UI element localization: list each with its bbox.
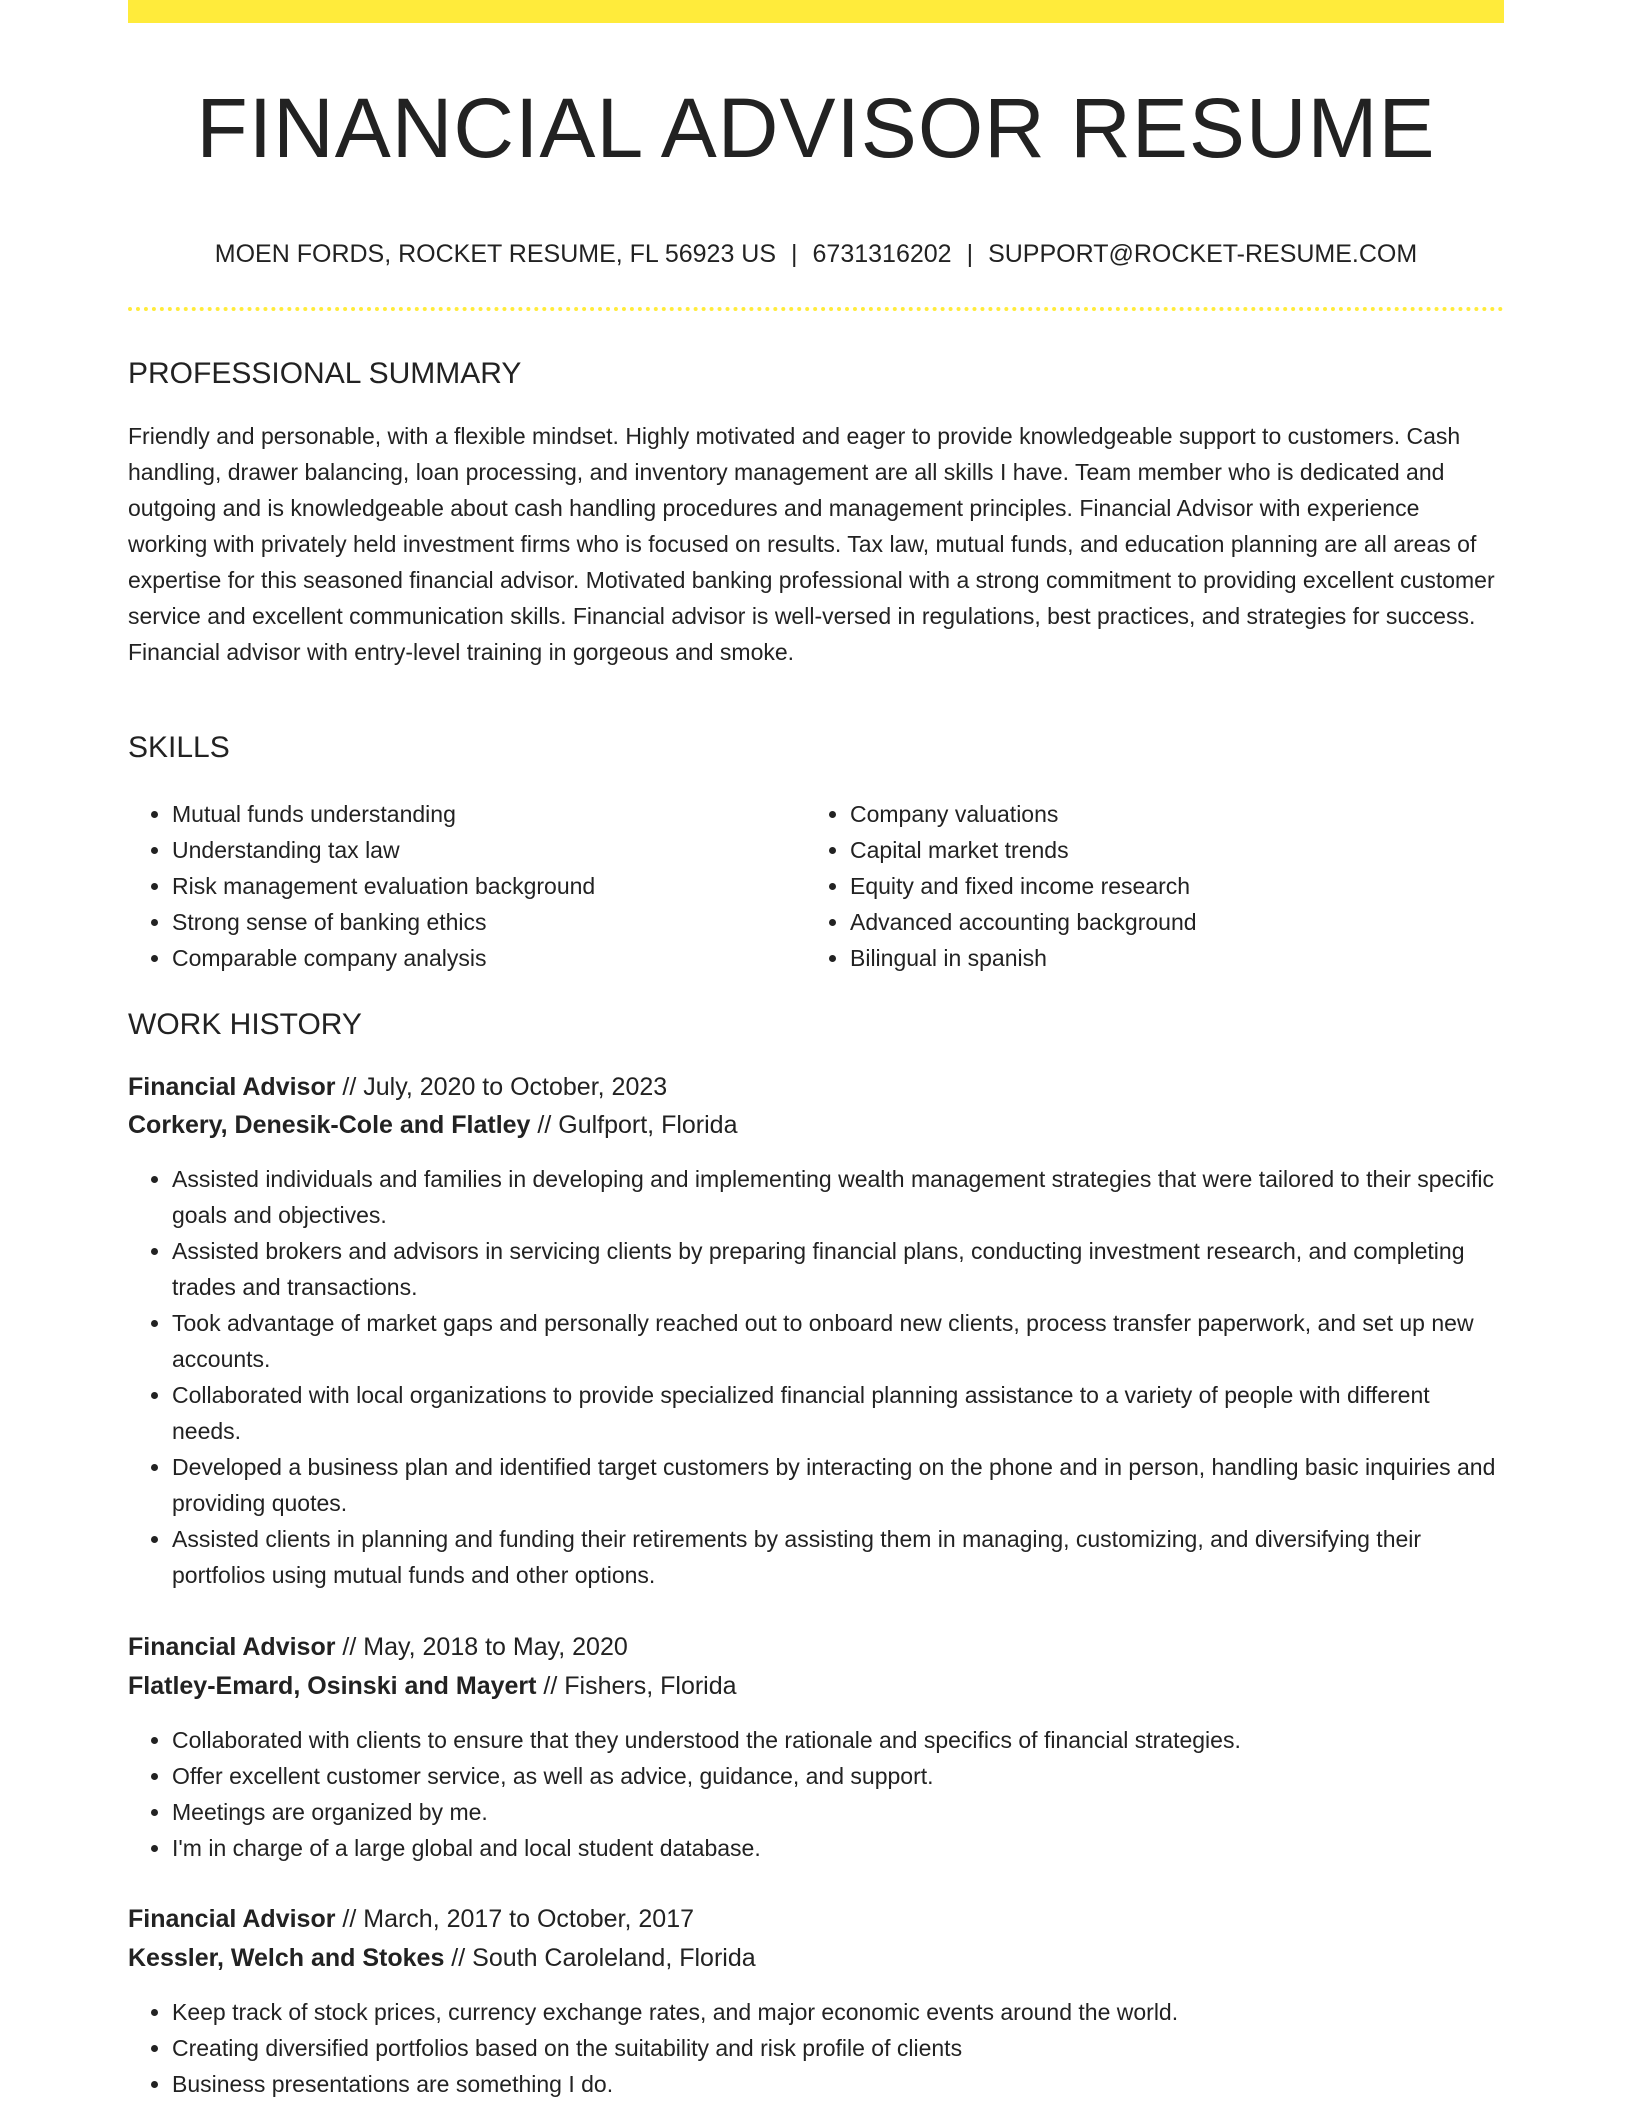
skill-item: • Capital market trends (850, 832, 1500, 868)
contact-separator: | (966, 240, 974, 268)
page-title: FINANCIAL ADVISOR RESUME (196, 81, 1436, 175)
work-history-heading: WORK HISTORY (128, 1008, 362, 1041)
skills-heading: SKILLS (128, 731, 230, 764)
summary-heading: PROFESSIONAL SUMMARY (128, 357, 522, 390)
job-bullet: • Creating diversified portfolios based on the suitability and risk profile of clients (172, 2030, 1504, 2066)
job-title-line (128, 1068, 667, 1106)
job-dates: // July, 2020 to October, 2023 (335, 1073, 668, 1101)
skill-item: • Company valuations (850, 796, 1500, 832)
skill-item: • Advanced accounting background (850, 904, 1500, 940)
job-company: Flatley-Emard, Osinski and Mayert (128, 1672, 537, 1700)
skills-list-left (128, 796, 792, 976)
job-bullet: • Keep track of stock prices, currency exchange rates, and major economic events around the world. (172, 1994, 1504, 2030)
contact-phone: 6731316202 (812, 240, 952, 268)
job-bullet: • Took advantage of market gaps and personally reached out to onboard new clients, process transfer paperwork, and set up new accounts. (172, 1305, 1504, 1377)
job-company: Kessler, Welch and Stokes (128, 1944, 445, 1972)
job-bullet: • Assisted individuals and families in developing and implementing wealth management strategies that were tailored to their specific goals and objectives. (172, 1161, 1504, 1233)
job-company-line (128, 1939, 756, 1977)
job-dates: // March, 2017 to October, 2017 (335, 1905, 695, 1933)
job-bullet: • Offer excellent customer service, as well as advice, guidance, and support. (172, 1758, 1504, 1794)
job-company-line (128, 1667, 737, 1705)
contact-email: SUPPORT@ROCKET-RESUME.COM (988, 240, 1418, 268)
contact-separator: | (791, 240, 798, 268)
job-dates: // May, 2018 to May, 2020 (335, 1633, 628, 1661)
job-location: // Fishers, Florida (536, 1672, 737, 1700)
contact-address: MOEN FORDS, ROCKET RESUME, FL 56923 US (214, 240, 777, 268)
dotted-divider (128, 307, 1504, 311)
job-bullets (128, 1994, 1504, 2102)
top-accent-bar (128, 0, 1504, 23)
skill-item: • Risk management evaluation background (172, 868, 792, 904)
job-title-line (128, 1900, 694, 1938)
job-bullet: • Assisted clients in planning and funding their retirements by assisting them in managing, customizing, and diversifying their portfolios using mutual funds and other options. (172, 1521, 1504, 1593)
job-location: // South Caroleland, Florida (444, 1944, 756, 1972)
job-bullet: • Business presentations are something I do. (172, 2066, 1504, 2102)
job-bullet: • Developed a business plan and identified target customers by interacting on the phone and in person, handling basic inquiries and providing quotes. (172, 1449, 1504, 1521)
skills-list-right (806, 796, 1500, 976)
job-bullet: • Collaborated with local organizations to provide specialized financial planning assistance to a variety of people with different needs. (172, 1377, 1504, 1449)
skill-item: • Bilingual in spanish (850, 940, 1500, 976)
job-bullet: • Meetings are organized by me. (172, 1794, 1504, 1830)
job-company-line (128, 1106, 738, 1144)
job-bullet: • Collaborated with clients to ensure that they understood the rationale and specifics of financial strategies. (172, 1722, 1504, 1758)
job-title: Financial Advisor (128, 1633, 336, 1661)
job-company: Corkery, Denesik-Cole and Flatley (128, 1111, 531, 1139)
job-title-line (128, 1628, 628, 1666)
job-bullet: • I'm in charge of a large global and local student database. (172, 1830, 1504, 1866)
job-location: // Gulfport, Florida (530, 1111, 738, 1139)
skill-item: • Comparable company analysis (172, 940, 792, 976)
summary-text: Friendly and personable, with a flexible mindset. Highly motivated and eager to provide knowledgeable support to customers. Cash handling, drawer balancing, loan processing, and inventory management are all skills I have. Team member who is dedicated and outgoing and is knowledgeable about cash handling procedures and management principles. Financial Advisor with experience working with privately held investment firms who is focused on results. Tax law, mutual funds, and education planning are all areas of expertise for this seasoned financial advisor. Motivated banking professional with a strong commitment to providing excellent customer service and excellent communication skills. Financial advisor is well-versed in regulations, best practices, and strategies for success. Financial advisor with entry-level training in gorgeous and smoke. (128, 423, 1495, 665)
skill-item: • Understanding tax law (172, 832, 792, 868)
job-bullets (128, 1722, 1504, 1866)
job-bullets (128, 1161, 1504, 1593)
job-title: Financial Advisor (128, 1073, 336, 1101)
skill-item: • Equity and fixed income research (850, 868, 1500, 904)
skill-item: • Strong sense of banking ethics (172, 904, 792, 940)
job-bullet: • Assisted brokers and advisors in servicing clients by preparing financial plans, conducting investment research, and completing trades and transactions. (172, 1233, 1504, 1305)
job-title: Financial Advisor (128, 1905, 336, 1933)
skill-item: • Mutual funds understanding (172, 796, 792, 832)
contact-line (128, 236, 1504, 272)
